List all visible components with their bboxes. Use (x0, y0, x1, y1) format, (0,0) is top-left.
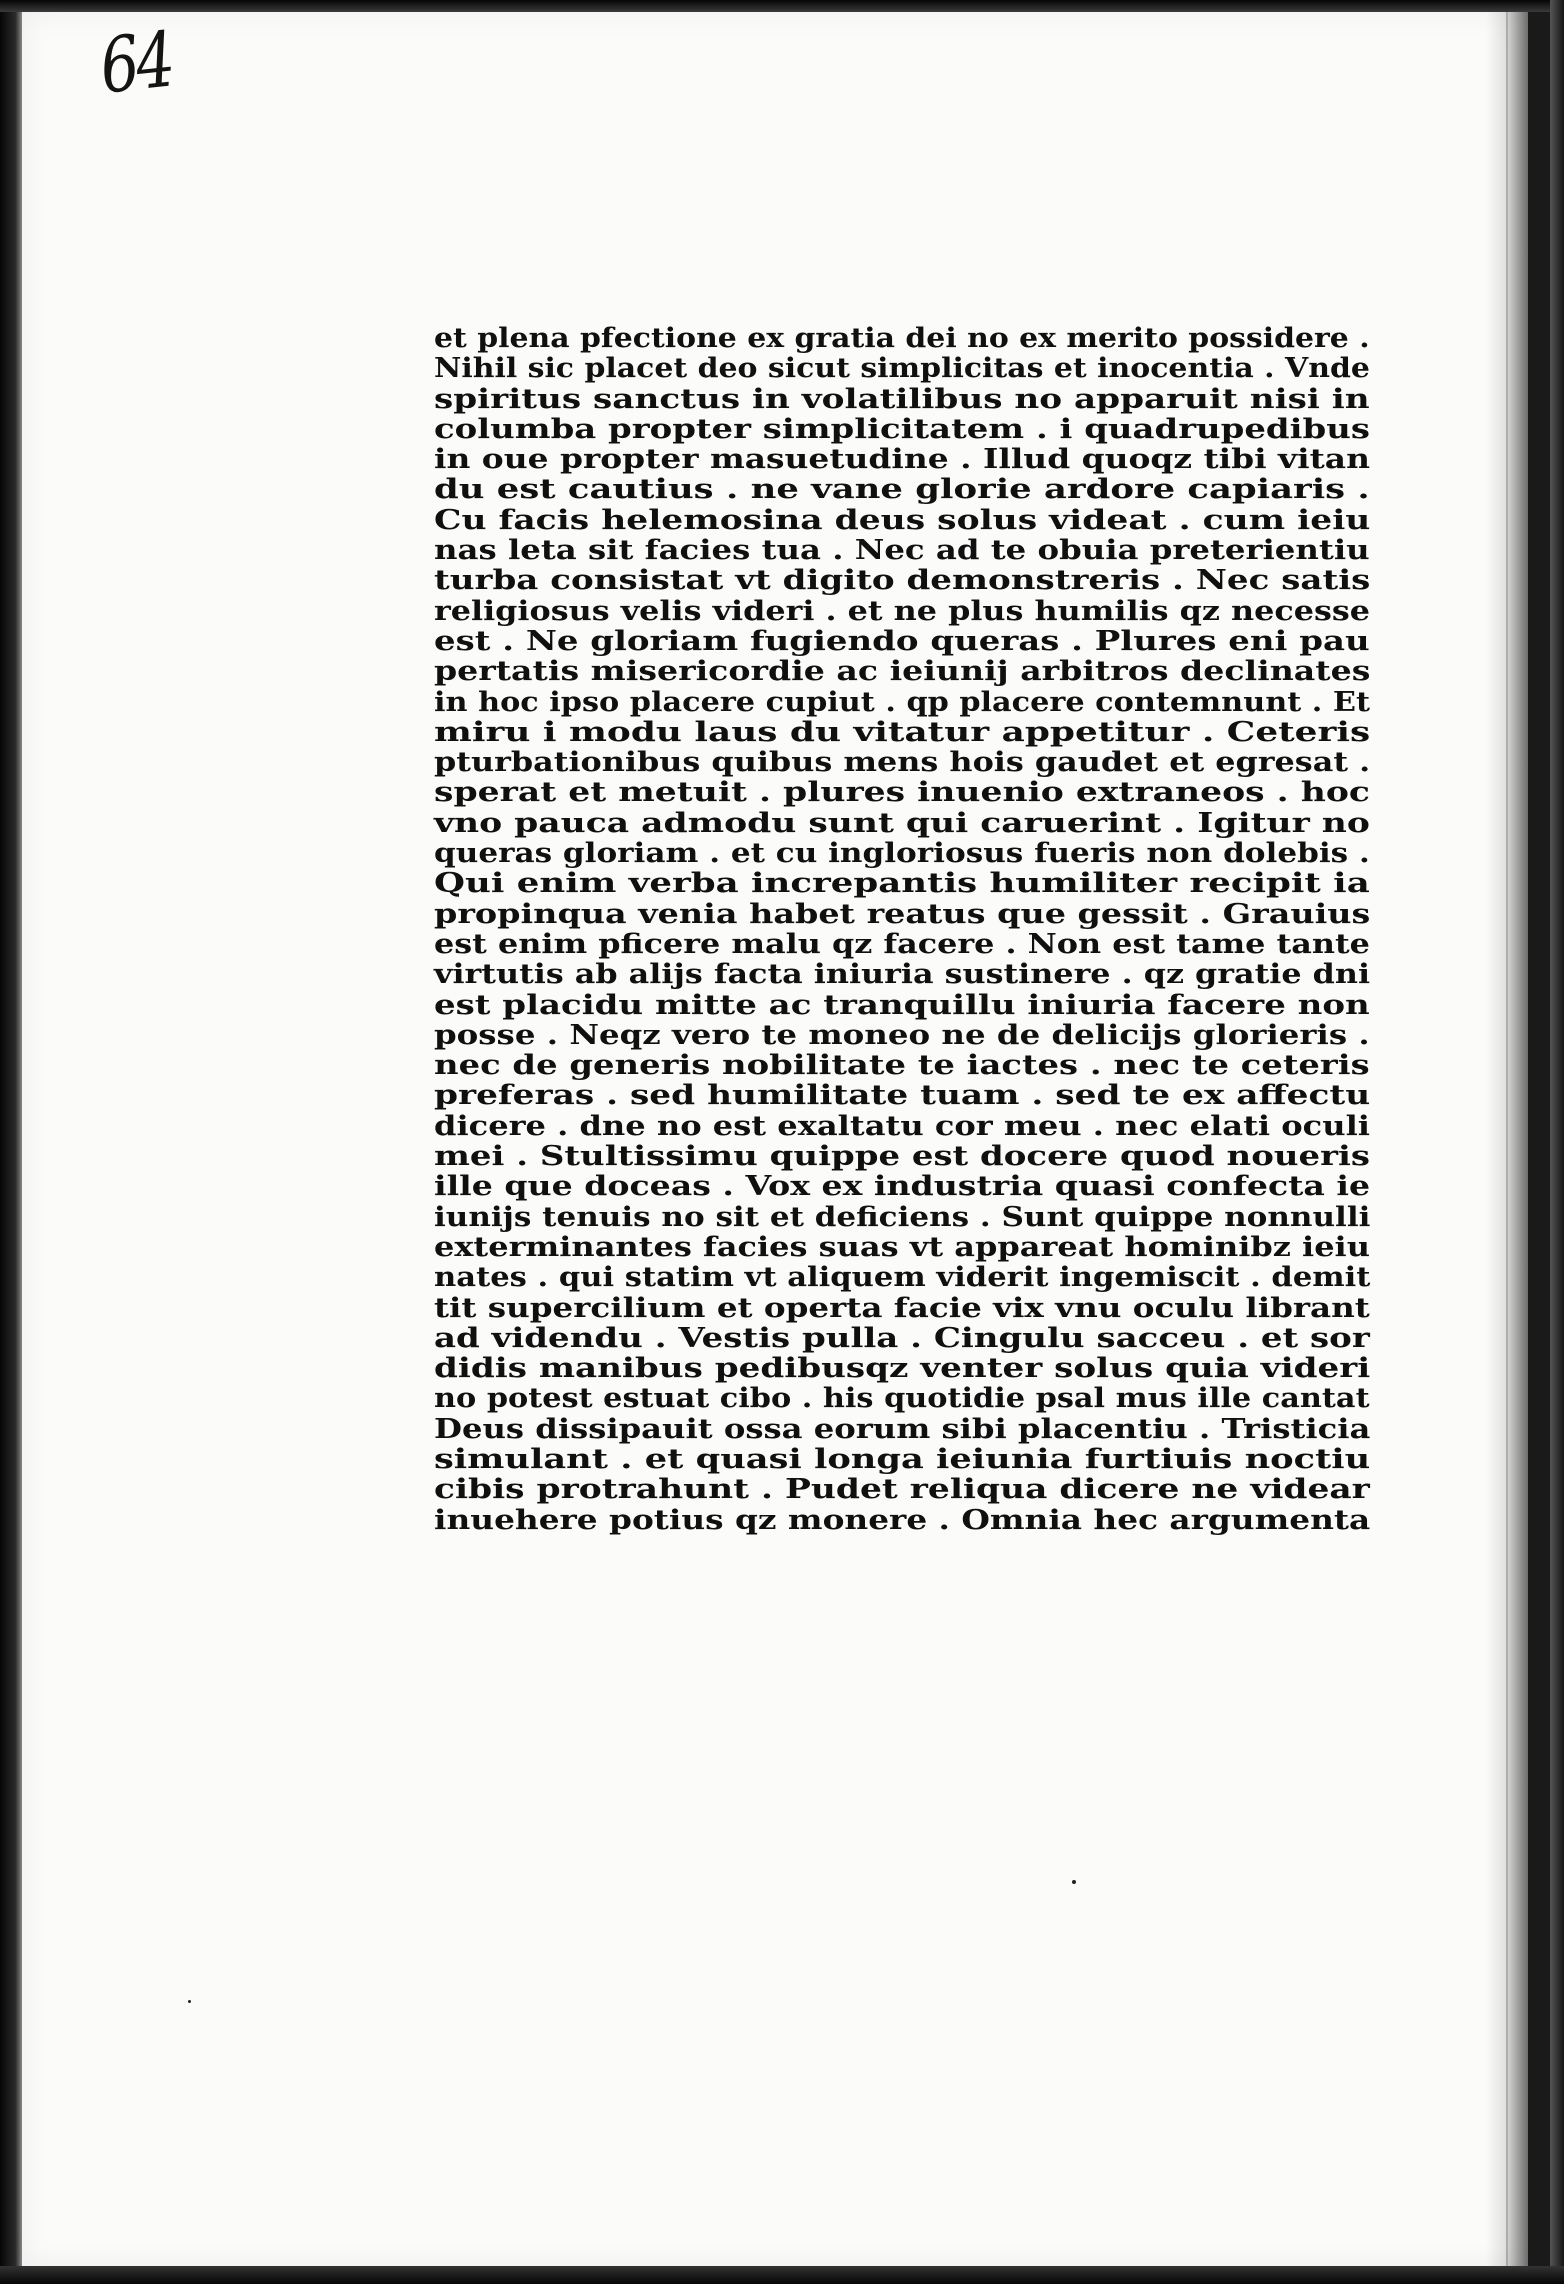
text-line: pertatis misericordie ac ieiunij arbitros declinates (434, 656, 1371, 688)
gutter-edge (1506, 12, 1508, 2266)
text-line: propinqua venia habet reatus que gessit . Grauius (434, 898, 1371, 930)
text-line: vno pauca admodu sunt qui caruerint . Igitur no (434, 807, 1370, 839)
text-line: ad videndu . Vestis pulla . Cingulu sacceu . et sor (434, 1322, 1370, 1354)
text-line: est enim pficere malu qz facere . Non est tame tante (434, 928, 1370, 960)
ink-speck (1072, 1880, 1076, 1884)
text-line: Nihil sic placet deo sicut simplicitas et inocentia . Vnde (434, 353, 1370, 385)
text-block (434, 324, 1370, 1536)
manuscript-leaf (22, 12, 1528, 2266)
text-line: ille que doceas . Vox ex industria quasi confecta ie (434, 1171, 1371, 1203)
text-line: columba propter simplicitatem . i quadrupedibus (434, 413, 1370, 445)
text-line: in oue propter masuetudine . Illud quoqz tibi vitan (434, 444, 1370, 476)
text-line: est placidu mitte ac tranquillu iniuria facere non (434, 989, 1370, 1021)
text-line: turba consistat vt digito demonstreris . Nec satis (434, 565, 1371, 597)
text-line: Qui enim verba increpantis humiliter recipit ia (434, 868, 1370, 900)
scan-border-left (0, 0, 22, 2284)
text-line: exterminantes facies suas vt appareat hominibz ieiu (434, 1231, 1370, 1263)
text-line: dicere . dne no est exaltatu cor meu . nec elati oculi (434, 1110, 1370, 1142)
text-line: didis manibus pedibusqz venter solus quia videri (434, 1353, 1371, 1385)
text-line: et plena pfectione ex gratia dei no ex merito possidere . (434, 323, 1370, 354)
text-line: Cu facis helemosina deus solus videat . cum ieiu (434, 504, 1371, 536)
text-line: preferas . sed humilitate tuam . sed te ex affectu (434, 1080, 1371, 1112)
text-line: simulant . et quasi longa ieiunia furtiuis noctiu (434, 1443, 1371, 1475)
text-line: nec de generis nobilitate te iactes . nec te ceteris (434, 1050, 1370, 1082)
text-line: virtutis ab alijs facta iniuria sustinere . qz gratie dni (434, 959, 1371, 991)
text-line: est . Ne gloriam fugiendo queras . Plures eni pau (434, 625, 1370, 657)
text-line: religiosus velis videri . et ne plus humilis qz necesse (434, 595, 1371, 627)
text-line: in hoc ipso placere cupiut . qp placere contemnunt . Et (434, 686, 1370, 718)
text-line: posse . Neqz vero te moneo ne de delicijs glorieris . (434, 1019, 1370, 1051)
text-line: du est cautius . ne vane glorie ardore capiaris . (434, 474, 1370, 506)
text-line: nates . qui statim vt aliquem viderit ingemiscit . demit (434, 1262, 1371, 1294)
scan-border-top (0, 0, 1564, 12)
text-line: cibis protrahunt . Pudet reliqua dicere ne videar (434, 1474, 1370, 1506)
folio-number: 64 (96, 14, 176, 111)
text-line: no potest estuat cibo . his quotidie psal mus ille cantat (434, 1383, 1370, 1415)
text-line: iunijs tenuis no sit et deficiens . Sunt quippe nonnulli (434, 1201, 1371, 1233)
text-line: miru i modu laus du vitatur appetitur . Ceteris (434, 716, 1371, 748)
text-line: spiritus sanctus in volatilibus no apparuit nisi in (434, 383, 1370, 415)
text-line: pturbationibus quibus mens hois gaudet et egresat . (434, 747, 1371, 779)
text-line: nas leta sit facies tua . Nec ad te obuia preterientiu (434, 535, 1370, 567)
text-line: queras gloriam . et cu ingloriosus fueris non dolebis . (434, 838, 1370, 870)
scan-border-right (1550, 0, 1564, 2284)
text-line: Deus dissipauit ossa eorum sibi placentiu . Tristicia (434, 1413, 1371, 1445)
scan-border-bottom (0, 2266, 1564, 2284)
text-line: sperat et metuit . plures inuenio extraneos . hoc (434, 777, 1370, 809)
text-line: inuehere potius qz monere . Omnia hec argumenta (434, 1504, 1371, 1536)
text-line: tit supercilium et operta facie vix vnu oculu librant (434, 1292, 1370, 1324)
text-line: mei . Stultissimu quippe est docere quod noueris (434, 1141, 1371, 1173)
ink-speck (188, 2000, 191, 2003)
